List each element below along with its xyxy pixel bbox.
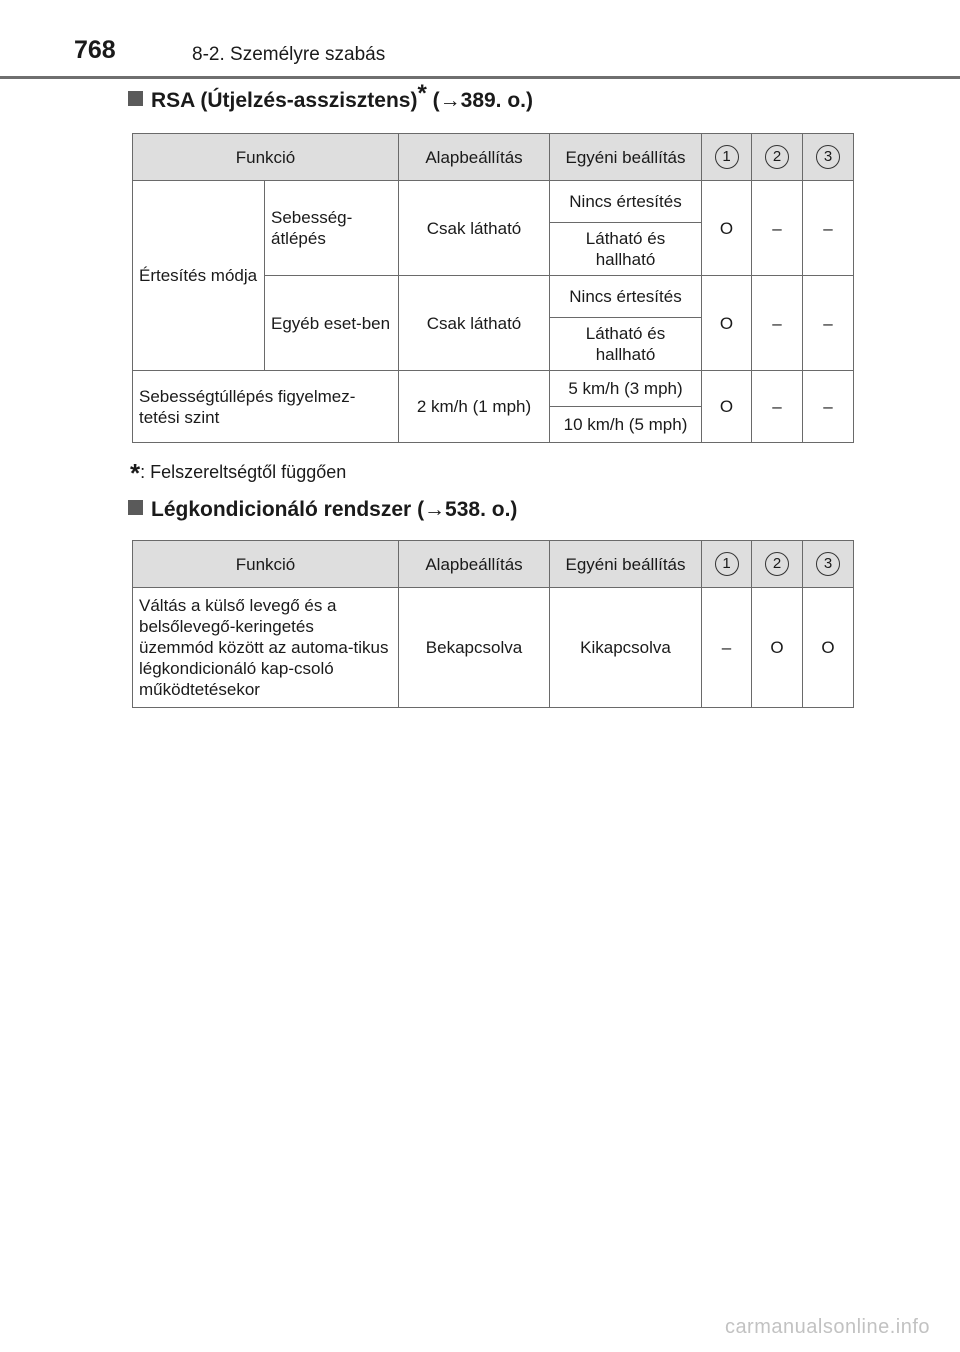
header-divider [0, 76, 960, 79]
header-default: Alapbeállítás [399, 541, 550, 588]
mark-2: – [752, 181, 803, 276]
square-bullet-icon [128, 500, 143, 515]
footnote-text: : Felszereltségtől függően [140, 462, 347, 482]
page-number: 768 [74, 36, 116, 64]
section-title-rsa [128, 80, 534, 113]
default-value: 2 km/h (1 mph) [399, 371, 550, 443]
chapter-title: 8-2. Személyre szabás [192, 44, 386, 65]
header-method-1 [702, 134, 752, 181]
section-title-ac [128, 498, 517, 522]
custom-value: Kikapcsolva [550, 588, 702, 708]
header-method-2 [752, 134, 803, 181]
default-value: Bekapcsolva [399, 588, 550, 708]
section-title-text: Légkondicionáló rendszer [151, 498, 412, 521]
circled-3-icon: 3 [816, 145, 840, 169]
table-row [133, 181, 854, 223]
row-label: Sebességtúllépés figyelmez-tetési szint [133, 371, 399, 443]
square-bullet-icon [128, 91, 143, 106]
page-header [0, 0, 960, 80]
page-reference: (→389. o.) [432, 89, 534, 112]
mark-2: – [752, 276, 803, 371]
mark-1: O [702, 181, 752, 276]
section-title-text: RSA (Útjelzés-asszisztens) [151, 89, 418, 112]
circled-1-icon: 1 [715, 145, 739, 169]
mark-2: O [752, 588, 803, 708]
option-value: Nincs értesítés [550, 181, 702, 223]
default-value: Csak látható [399, 181, 550, 276]
header-custom: Egyéni beállítás [550, 541, 702, 588]
option-value: Látható és hallható [550, 223, 702, 276]
footnote [130, 458, 346, 489]
circled-2-icon: 2 [765, 552, 789, 576]
watermark: carmanualsonline.info [724, 1316, 930, 1338]
mark-2: – [752, 371, 803, 443]
mark-3: – [803, 181, 854, 276]
option-value: 10 km/h (5 mph) [550, 407, 702, 443]
option-value: 5 km/h (3 mph) [550, 371, 702, 407]
header-method-2 [752, 541, 803, 588]
table-header-row [133, 541, 854, 588]
group-label: Értesítés módja [133, 181, 265, 371]
header-default: Alapbeállítás [399, 134, 550, 181]
mark-3: – [803, 371, 854, 443]
circled-1-icon: 1 [715, 552, 739, 576]
header-custom: Egyéni beállítás [550, 134, 702, 181]
page-reference: (→538. o.) [417, 498, 518, 521]
mark-3: – [803, 276, 854, 371]
header-method-1 [702, 541, 752, 588]
mark-1: O [702, 276, 752, 371]
mark-3: O [803, 588, 854, 708]
mark-1: – [702, 588, 752, 708]
header-function: Funkció [133, 134, 399, 181]
sub-label: Sebesség-átlépés [265, 181, 399, 276]
row-label: Váltás a külső levegő és a belsőlevegő-keringetés üzemmód között az automa-tikus légkondicionáló kap-csoló működtetésekor [133, 588, 399, 708]
table-header-row [133, 134, 854, 181]
rsa-settings-table [132, 133, 854, 443]
table-row [133, 371, 854, 407]
option-value: Nincs értesítés [550, 276, 702, 318]
sub-label: Egyéb eset-ben [265, 276, 399, 371]
circled-3-icon: 3 [816, 552, 840, 576]
default-value: Csak látható [399, 276, 550, 371]
footnote-asterisk: * [130, 458, 141, 488]
header-method-3 [803, 541, 854, 588]
header-method-3 [803, 134, 854, 181]
option-value: Látható és hallható [550, 318, 702, 371]
header-function: Funkció [133, 541, 399, 588]
asterisk-mark: * [417, 80, 427, 107]
mark-1: O [702, 371, 752, 443]
ac-settings-table [132, 540, 854, 708]
table-row [133, 588, 854, 708]
circled-2-icon: 2 [765, 145, 789, 169]
